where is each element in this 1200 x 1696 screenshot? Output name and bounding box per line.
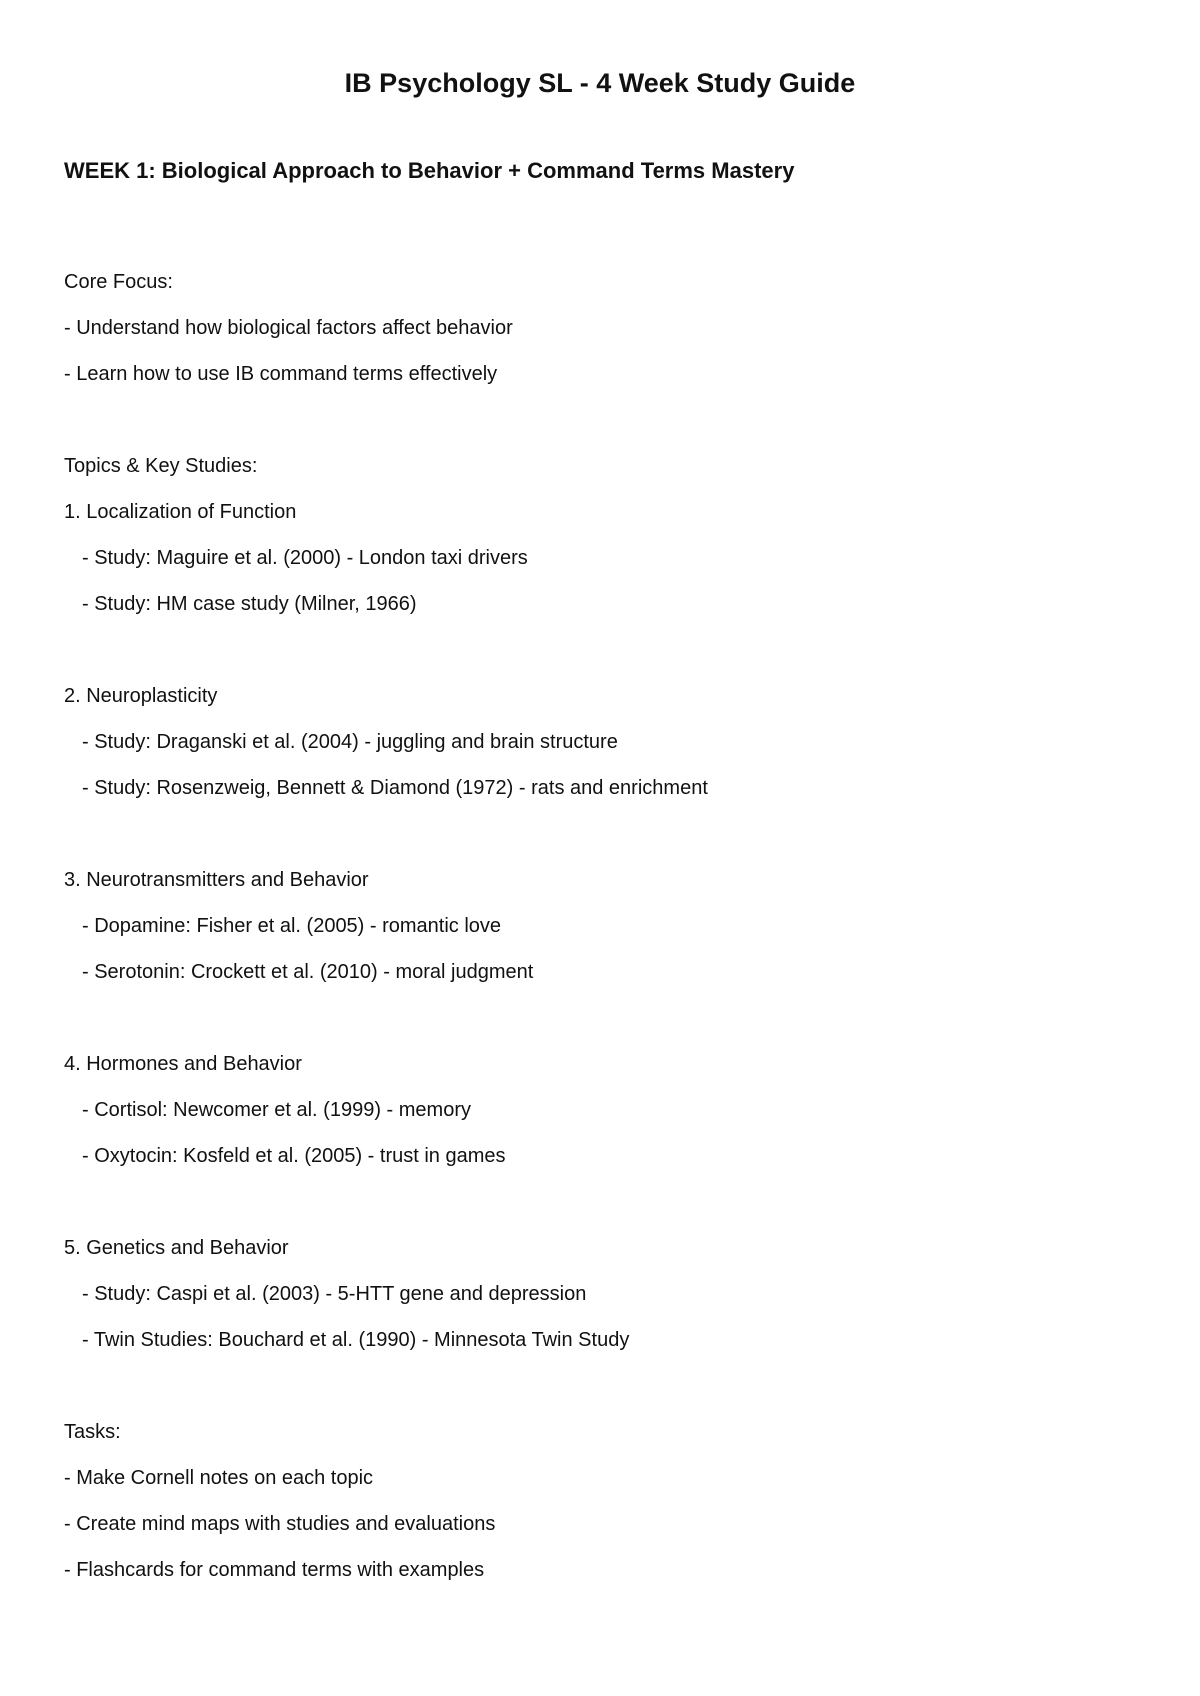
topic-title: 4. Hormones and Behavior [64, 1053, 302, 1075]
task-item: - Flashcards for command terms with examples [64, 1559, 485, 1581]
task-item: - Make Cornell notes on each topic [64, 1467, 374, 1489]
topic-study: - Study: Draganski et al. (2004) - juggling and brain structure [82, 731, 618, 753]
topic-title: 5. Genetics and Behavior [64, 1237, 289, 1259]
topic-title: 1. Localization of Function [64, 501, 297, 523]
topic-title: 3. Neurotransmitters and Behavior [64, 869, 369, 891]
task-item: - Create mind maps with studies and evaluations [64, 1513, 496, 1535]
week-heading: WEEK 1: Biological Approach to Behavior + Command Terms Mastery [64, 158, 795, 183]
topic-study: - Twin Studies: Bouchard et al. (1990) - Minnesota Twin Study [82, 1329, 630, 1351]
topic-study: - Study: Caspi et al. (2003) - 5-HTT gene and depression [82, 1283, 587, 1305]
topic-study: - Serotonin: Crockett et al. (2010) - moral judgment [82, 961, 534, 983]
core-focus-item: - Understand how biological factors affect behavior [64, 317, 513, 339]
topics-heading: Topics & Key Studies: [64, 455, 258, 477]
topic-title: 2. Neuroplasticity [64, 685, 218, 707]
topic-study: - Cortisol: Newcomer et al. (1999) - memory [82, 1099, 471, 1121]
topic-study: - Study: Rosenzweig, Bennett & Diamond (1972) - rats and enrichment [82, 777, 708, 799]
topic-study: - Study: Maguire et al. (2000) - London taxi drivers [82, 547, 528, 569]
tasks-heading: Tasks: [64, 1421, 121, 1443]
document-title: IB Psychology SL - 4 Week Study Guide [344, 68, 856, 98]
topic-study: - Dopamine: Fisher et al. (2005) - romantic love [82, 915, 502, 937]
core-focus-heading: Core Focus: [64, 271, 173, 293]
topic-study: - Oxytocin: Kosfeld et al. (2005) - trust in games [82, 1145, 506, 1167]
topic-study: - Study: HM case study (Milner, 1966) [82, 593, 417, 615]
core-focus-item: - Learn how to use IB command terms effectively [64, 363, 498, 385]
